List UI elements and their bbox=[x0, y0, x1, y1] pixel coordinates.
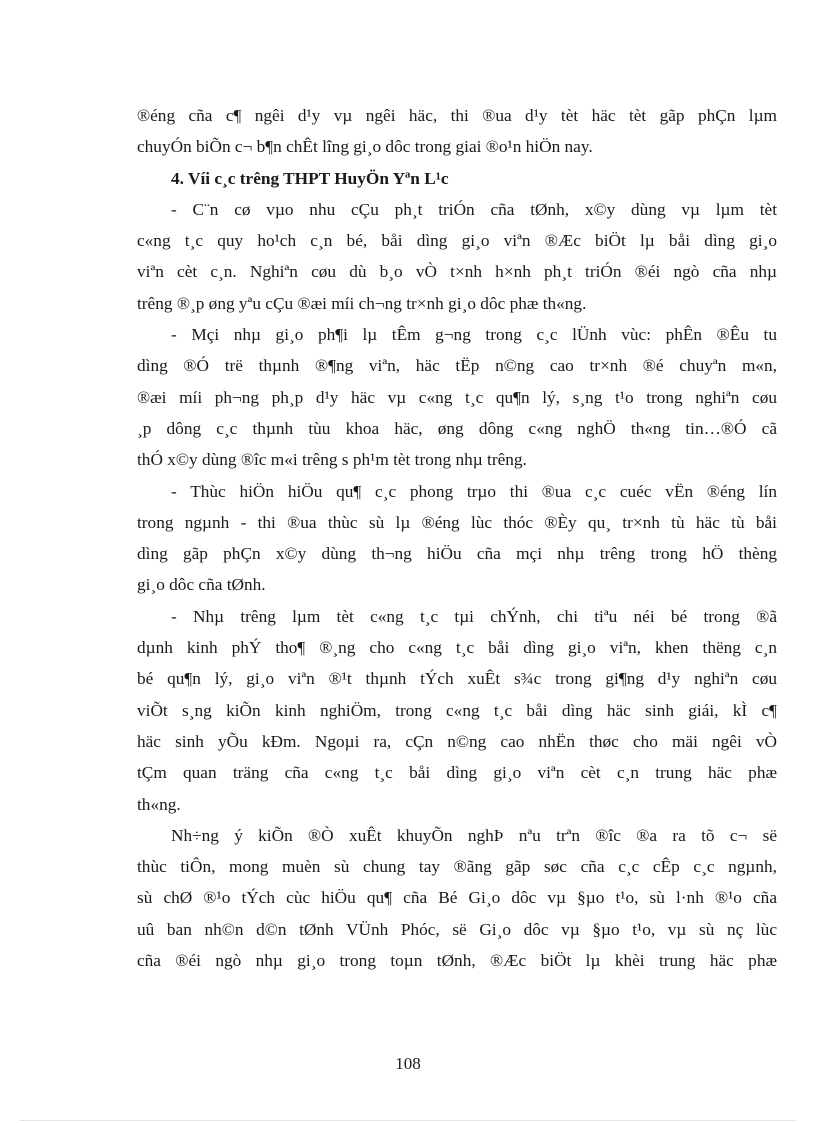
body-text bbox=[137, 100, 777, 976]
text-line: c«ng t¸c quy ho¹ch c¸n bé, båi dìng gi¸o viªn ®Æc biÖt lµ båi dìng gi¸o bbox=[137, 231, 777, 251]
text-line: sù chØ ®¹o tÝch cùc hiÖu qu¶ cña Bé Gi¸o dôc vµ §µo t¹o, sù l·nh ®¹o cña bbox=[137, 888, 777, 908]
text-line: cña ®éi ngò nhµ gi¸o trong toµn tØnh, ®Æc biÖt lµ khèi trung häc phæ bbox=[137, 951, 777, 971]
page-bottom-divider bbox=[20, 1120, 796, 1121]
text-line: trêng ®¸p øng yªu cÇu ®æi míi ch¬ng tr×nh gi¸o dôc phæ th«ng. bbox=[137, 293, 587, 313]
paragraph-planning bbox=[137, 194, 777, 319]
paragraph-teachers-example bbox=[137, 319, 777, 475]
text-line: ¸p dông c¸c thµnh tùu khoa häc, øng dông c«ng nghÖ th«ng tin…®Ó cã bbox=[137, 418, 777, 438]
text-line: dìng ®Ó trë thµnh ®¶ng viªn, häc tËp n©ng cao tr×nh ®é chuyªn m«n, bbox=[137, 356, 777, 376]
heading-line: 4. Víi c¸c trêng THPT HuyÖn Yªn L¹c bbox=[171, 168, 449, 188]
text-line: - Mçi nhµ gi¸o ph¶i lµ tÊm g¬ng trong c¸c lÜnh vùc: phÊn ®Êu tu bbox=[171, 325, 777, 345]
paragraph-emulation bbox=[137, 476, 777, 601]
text-line: ®éng cña c¶ ngêi d¹y vµ ngêi häc, thi ®ua d¹y tèt häc tèt gãp phÇn lµm bbox=[137, 106, 777, 125]
text-line: dìng gãp phÇn x©y dùng th¬ng hiÖu cña mçi nhµ trêng trong hÖ thèng bbox=[137, 544, 777, 564]
text-line: trong ngµnh - thi ®ua thùc sù lµ ®éng lùc thóc ®Èy qu¸ tr×nh tù häc tù båi bbox=[137, 512, 777, 532]
text-line: häc sinh yÕu kÐm. Ngoµi ra, cÇn n©ng cao nhËn thøc cho mäi ngêi vÒ bbox=[137, 731, 777, 751]
text-line: gi¸o dôc cña tØnh. bbox=[137, 575, 266, 595]
text-line: tÇm quan träng cña c«ng t¸c båi dìng gi¸o viªn cèt c¸n trung häc phæ bbox=[137, 763, 777, 783]
text-line: chuyÓn biÕn c¬ b¶n chÊt lîng gi¸o dôc trong giai ®o¹n hiÖn nay. bbox=[137, 137, 593, 157]
text-line: - C¨n cø vµo nhu cÇu ph¸t triÓn cña tØnh, x©y dùng vµ lµm tèt bbox=[171, 199, 777, 219]
text-line: th«ng. bbox=[137, 794, 181, 814]
text-line: Nh÷ng ý kiÕn ®Ò xuÊt khuyÕn nghÞ nªu trªn ®îc ®a ra tõ c¬ së bbox=[171, 825, 777, 845]
text-line: thùc tiÔn, mong muèn sù chung tay ®ãng gãp søc cña c¸c cÊp c¸c ngµnh, bbox=[137, 857, 777, 877]
paragraph-finance bbox=[137, 601, 777, 820]
paragraph-conclusion bbox=[137, 820, 777, 976]
text-line: bé qu¶n lý, gi¸o viªn ®¹t thµnh tÝch xuÊt s¾c trong gi¶ng d¹y nghiªn cøu bbox=[137, 669, 777, 689]
section-heading bbox=[137, 163, 777, 194]
text-line: viªn cèt c¸n. Nghiªn cøu dù b¸o vÒ t×nh h×nh ph¸t triÓn ®éi ngò cña nhµ bbox=[137, 262, 777, 282]
text-line: dµnh kinh phÝ tho¶ ®¸ng cho c«ng t¸c båi dìng gi¸o viªn, khen thëng c¸n bbox=[137, 638, 777, 658]
page-number: 108 bbox=[395, 1054, 421, 1073]
text-line: uû ban nh©n d©n tØnh VÜnh Phóc, së Gi¸o dôc vµ §µo t¹o, vµ sù nç lùc bbox=[137, 919, 777, 939]
text-line: - Nhµ trêng lµm tèt c«ng t¸c tµi chÝnh, chi tiªu néi bé trong ®ã bbox=[171, 606, 777, 626]
paragraph-continuation bbox=[137, 100, 777, 163]
text-line: - Thùc hiÖn hiÖu qu¶ c¸c phong trµo thi ®ua c¸c cuéc vËn ®éng lín bbox=[171, 481, 777, 501]
text-line: thÓ x©y dùng ®îc m«i trêng s ph¹m tèt trong nhµ trêng. bbox=[137, 450, 527, 470]
text-line: viÕt s¸ng kiÕn kinh nghiÖm, trong c«ng t¸c båi dìng häc sinh giái, kÌ c¶ bbox=[137, 700, 777, 720]
text-line: ®æi míi ph¬ng ph¸p d¹y häc vµ c«ng t¸c qu¶n lý, s¸ng t¹o trong nghiªn cøu bbox=[137, 387, 777, 407]
